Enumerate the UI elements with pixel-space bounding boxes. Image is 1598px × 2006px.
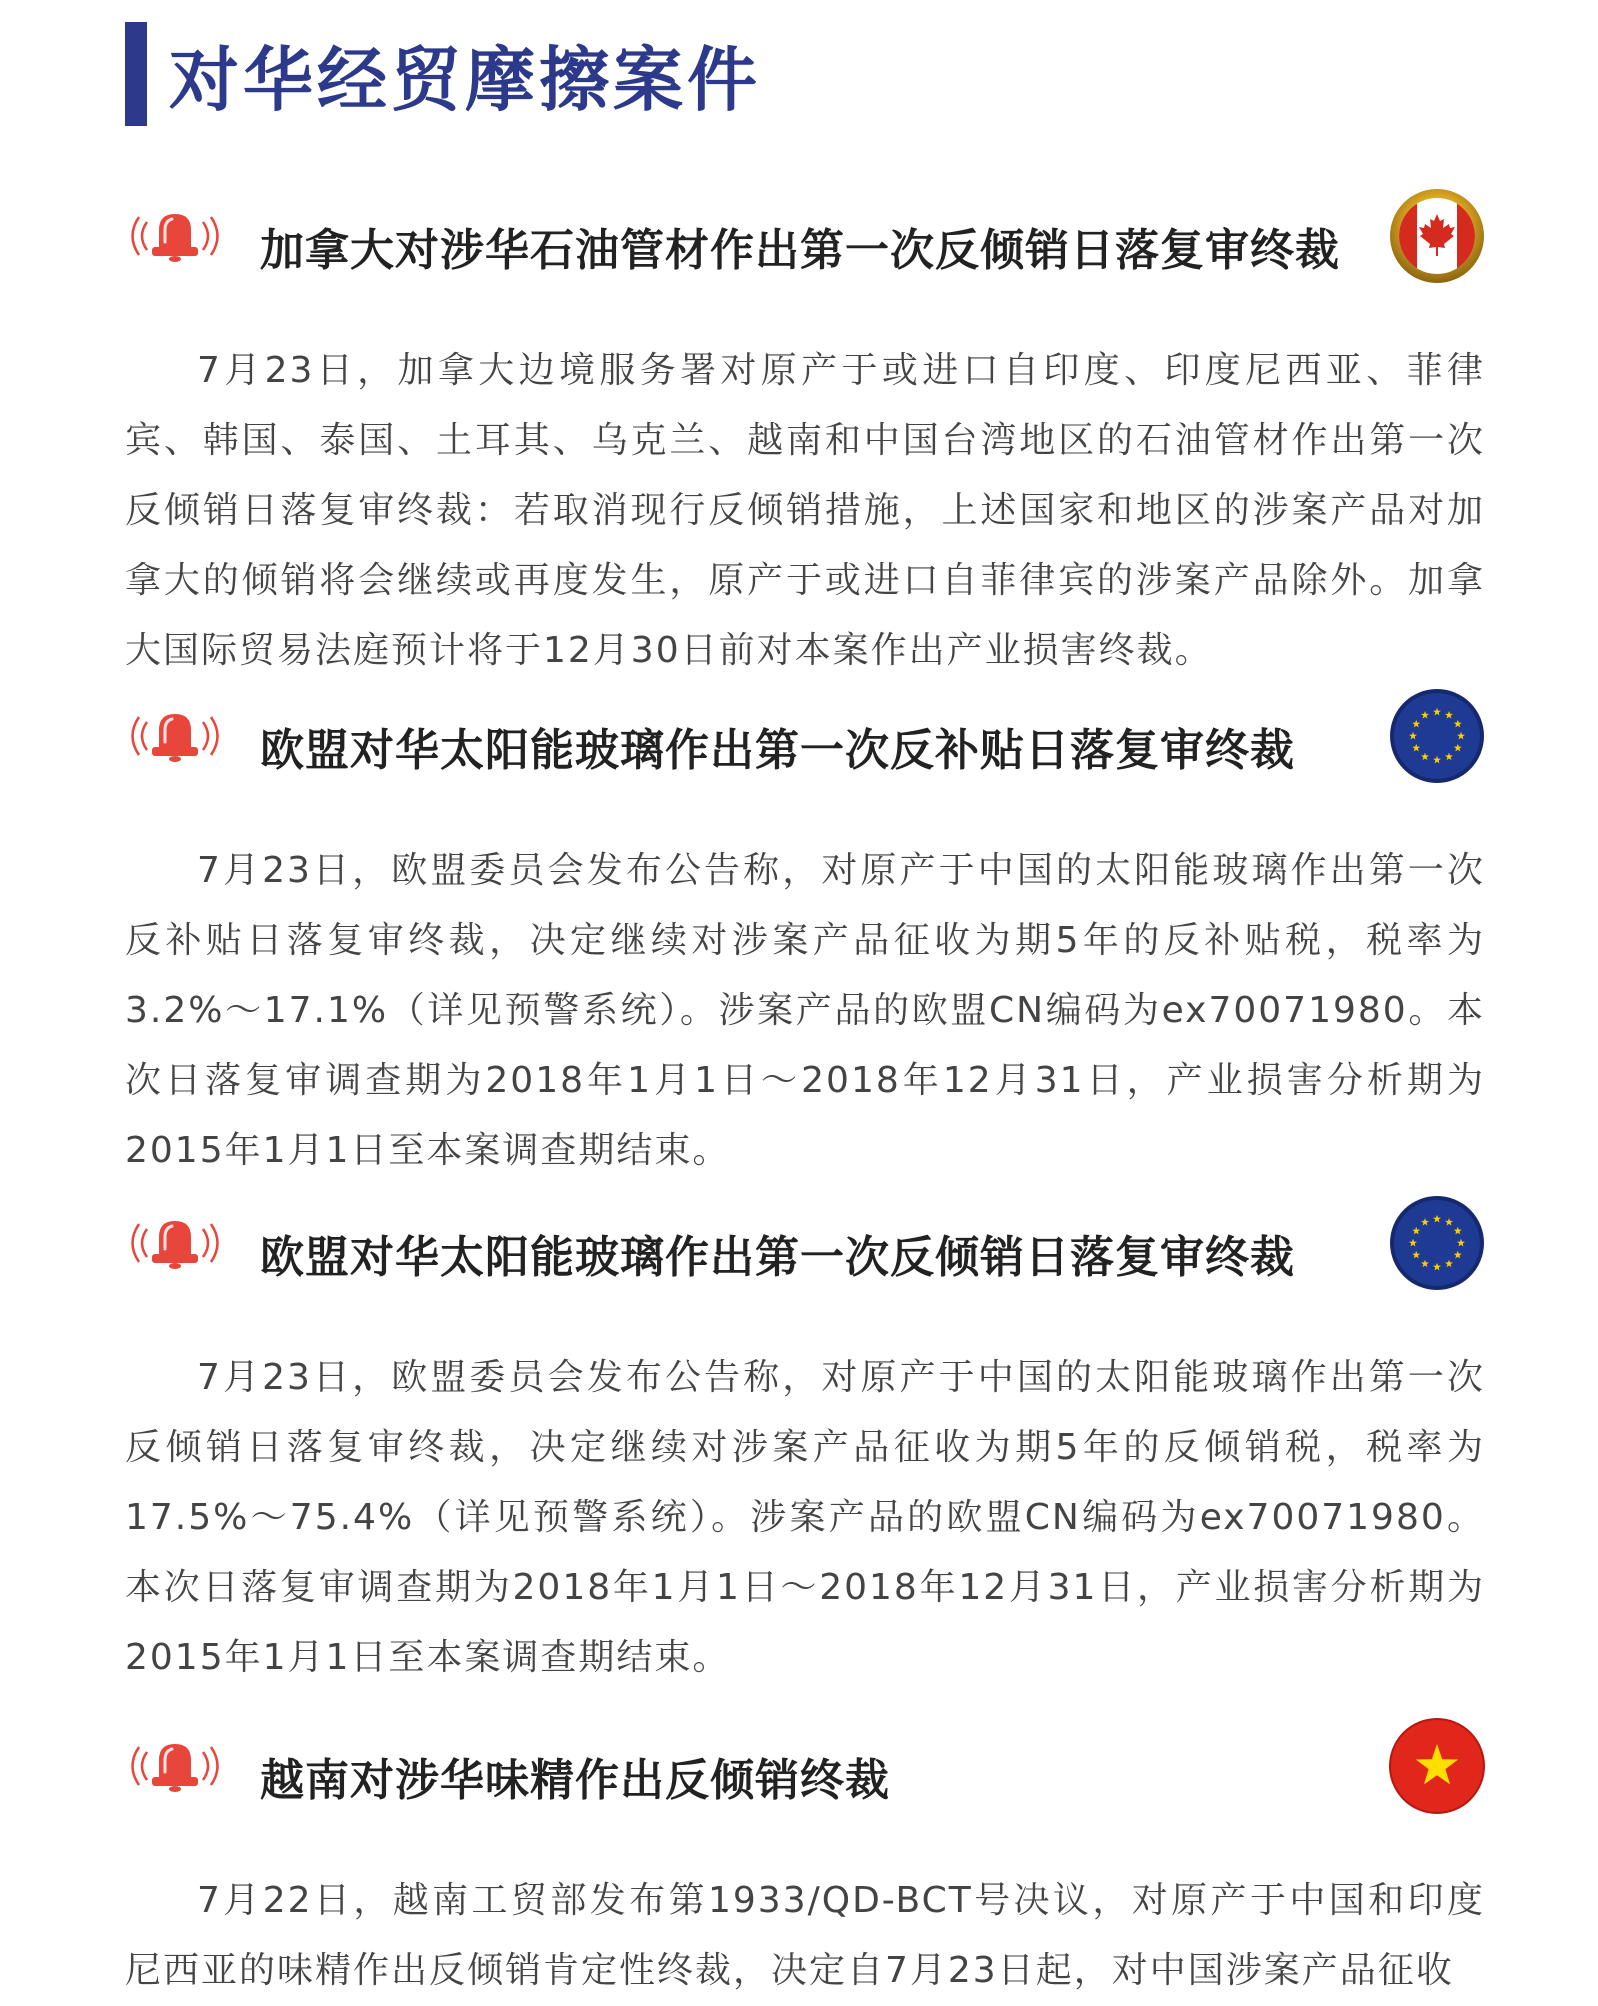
section-title: 对华经贸摩擦案件 — [169, 38, 761, 121]
case-header — [125, 188, 1485, 288]
case-title: 欧盟对华太阳能玻璃作出第一次反倾销日落复审终裁 — [260, 1232, 1295, 1283]
eu-flag-icon — [1389, 1195, 1485, 1291]
case-title: 欧盟对华太阳能玻璃作出第一次反补贴日落复审终裁 — [260, 725, 1295, 776]
case-body: 7月23日，加拿大边境服务署对原产于或进口自印度、印度尼西亚、菲律宾、韩国、泰国、土耳其、乌克兰、越南和中国台湾地区的石油管材作出第一次反倾销日落复审终裁：若取消现行反倾销措施，上述国家和地区的涉案产品对加拿大的倾销将会继续或再度发生，原产于或进口自菲律宾的涉案产品除外。加拿大国际贸易法庭预计将于12月30日前对本案作出产业损害终裁。 — [125, 350, 1485, 671]
alarm-bell-icon — [125, 1738, 225, 1794]
case-item — [125, 188, 1485, 686]
alarm-bell-icon — [125, 708, 225, 764]
case-header — [125, 688, 1485, 788]
eu-flag-icon — [1389, 688, 1485, 784]
case-item — [125, 1195, 1485, 1693]
case-title: 越南对涉华味精作出反倾销终裁 — [260, 1755, 890, 1806]
vietnam-flag-icon — [1389, 1718, 1485, 1814]
case-title: 加拿大对涉华石油管材作出第一次反倾销日落复审终裁 — [260, 225, 1340, 276]
alarm-bell-icon — [125, 1215, 225, 1271]
case-body: 7月22日，越南工贸部发布第1933/QD-BCT号决议，对原产于中国和印度尼西亚的味精作出反倾销肯定性终裁，决定自7月23日起，对中国涉案产品征收 — [125, 1880, 1485, 1991]
section-header — [125, 22, 761, 126]
section-accent-bar — [125, 22, 147, 126]
case-header — [125, 1718, 1485, 1818]
case-item — [125, 1718, 1485, 2006]
case-body: 7月23日，欧盟委员会发布公告称，对原产于中国的太阳能玻璃作出第一次反倾销日落复审终裁，决定继续对涉案产品征收为期5年的反倾销税，税率为17.5%～75.4%（详见预警系统）。涉案产品的欧盟CN编码为ex70071980。本次日落复审调查期为2018年1月1日～2018年12月31日，产业损害分析期为2015年1月1日至本案调查期结束。 — [125, 1357, 1485, 1678]
case-body: 7月23日，欧盟委员会发布公告称，对原产于中国的太阳能玻璃作出第一次反补贴日落复审终裁，决定继续对涉案产品征收为期5年的反补贴税，税率为3.2%～17.1%（详见预警系统）。涉案产品的欧盟CN编码为ex70071980。本次日落复审调查期为2018年1月1日～2018年12月31日，产业损害分析期为2015年1月1日至本案调查期结束。 — [125, 850, 1485, 1171]
case-item — [125, 688, 1485, 1186]
alarm-bell-icon — [125, 208, 225, 264]
case-header — [125, 1195, 1485, 1295]
canada-flag-icon — [1389, 188, 1485, 284]
